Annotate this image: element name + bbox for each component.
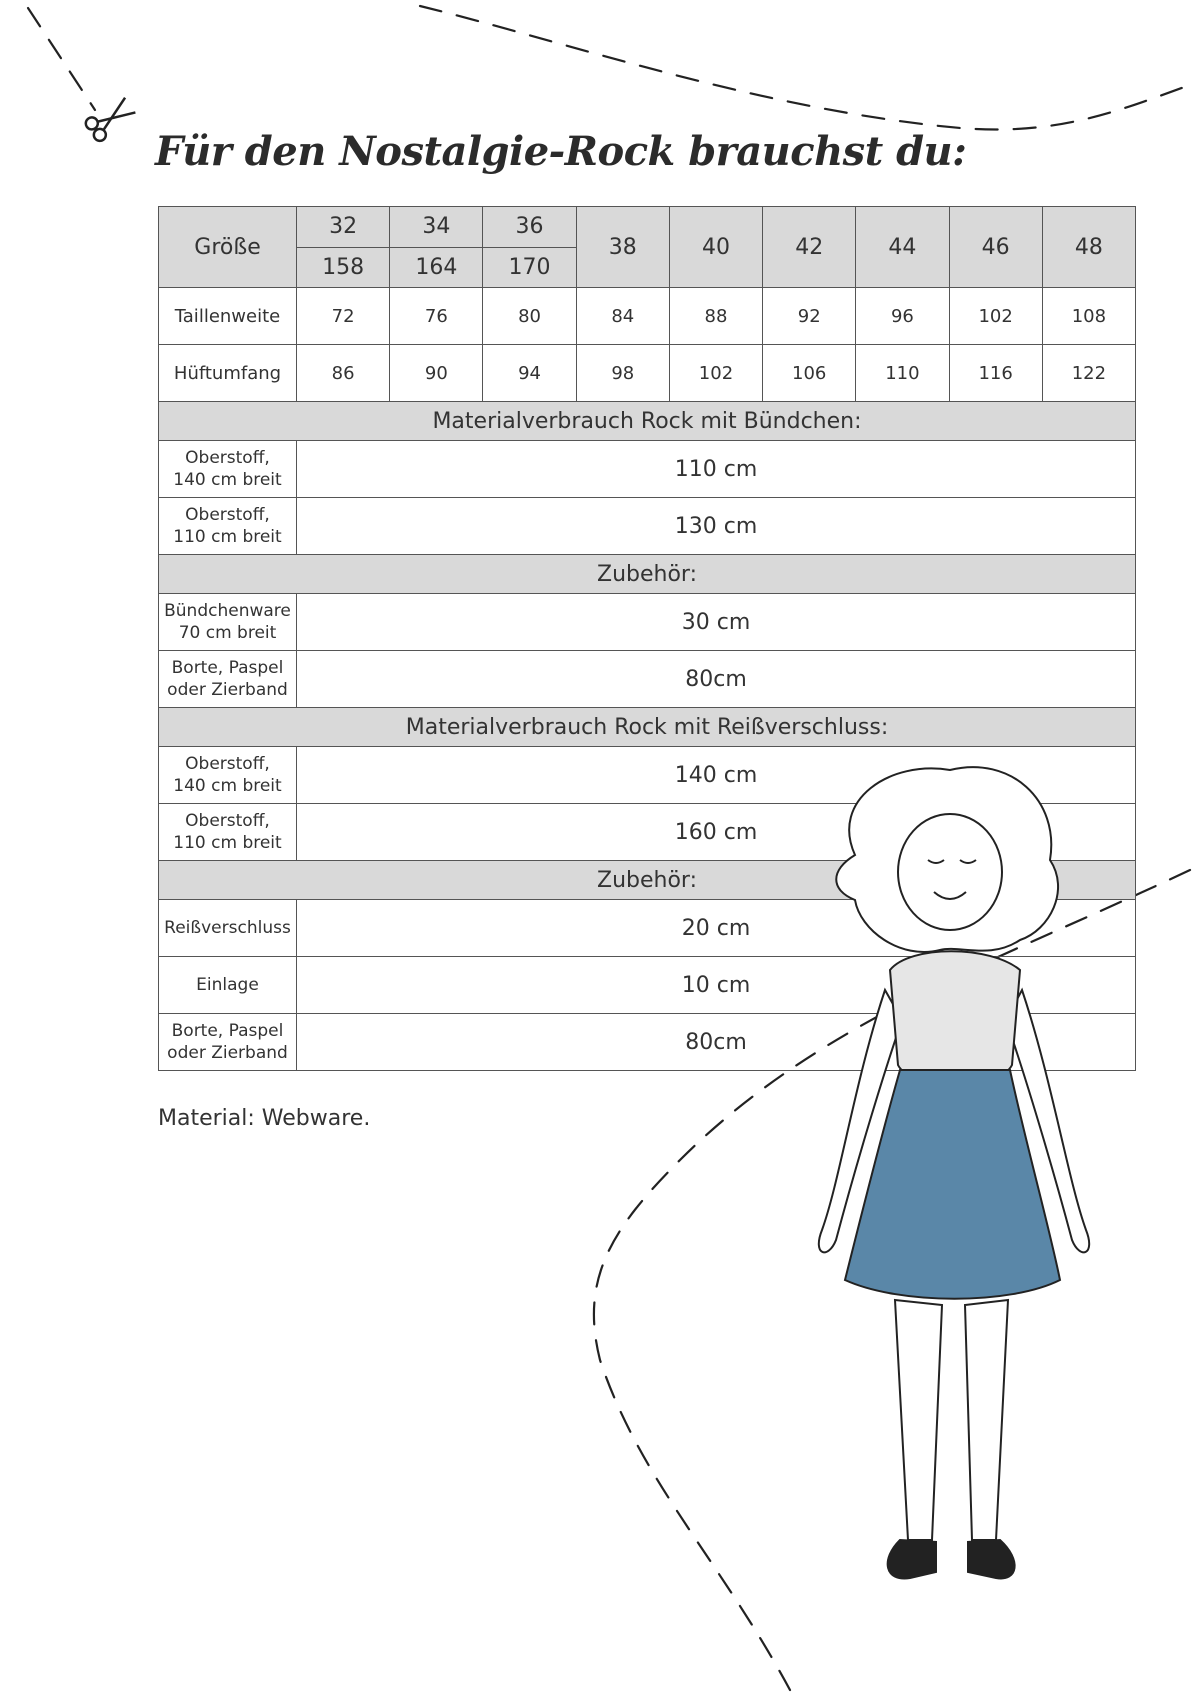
measurement-value: 94 bbox=[483, 345, 576, 402]
size-top: 32 bbox=[297, 207, 390, 248]
size-bottom: 170 bbox=[483, 247, 576, 288]
material-label: Oberstoff, 110 cm breit bbox=[159, 498, 297, 555]
skirt bbox=[845, 1070, 1060, 1299]
material-row bbox=[159, 594, 1136, 651]
measurement-value: 80 bbox=[483, 288, 576, 345]
size-value: 48 bbox=[1042, 207, 1135, 288]
measurement-label: Hüftumfang bbox=[159, 345, 297, 402]
measurement-value: 86 bbox=[297, 345, 390, 402]
measurement-value: 98 bbox=[576, 345, 669, 402]
material-amount: 30 cm bbox=[297, 594, 1136, 651]
page-title: Für den Nostalgie-Rock brauchst du: bbox=[155, 128, 967, 175]
material-label: Bündchenware 70 cm breit bbox=[159, 594, 297, 651]
measurement-row bbox=[159, 345, 1136, 402]
size-bottom: 164 bbox=[390, 247, 483, 288]
material-amount: 80cm bbox=[297, 1014, 1136, 1071]
measurement-value: 84 bbox=[576, 288, 669, 345]
material-amount: 10 cm bbox=[297, 957, 1136, 1014]
measurement-value: 102 bbox=[669, 345, 762, 402]
material-amount: 20 cm bbox=[297, 900, 1136, 957]
size-value: 42 bbox=[763, 207, 856, 288]
girl-illustration bbox=[760, 760, 1180, 1690]
material-amount: 140 cm bbox=[297, 747, 1136, 804]
material-label: Borte, Paspel oder Zierband bbox=[159, 1014, 297, 1071]
material-note: Material: Webware. bbox=[158, 1106, 371, 1131]
size-value: 44 bbox=[856, 207, 949, 288]
size-value: 46 bbox=[949, 207, 1042, 288]
measurement-value: 72 bbox=[297, 288, 390, 345]
measurement-value: 106 bbox=[763, 345, 856, 402]
measurement-value: 90 bbox=[390, 345, 483, 402]
measurement-value: 116 bbox=[949, 345, 1042, 402]
material-amount: 80cm bbox=[297, 651, 1136, 708]
material-amount: 110 cm bbox=[297, 441, 1136, 498]
measurement-value: 76 bbox=[390, 288, 483, 345]
section-title: Zubehör: bbox=[159, 555, 1136, 594]
size-bottom: 158 bbox=[297, 247, 390, 288]
size-header: Größe bbox=[159, 207, 297, 288]
size-value: 38 bbox=[576, 207, 669, 288]
material-row bbox=[159, 441, 1136, 498]
section-title: Zubehör: bbox=[159, 861, 1136, 900]
measurement-row bbox=[159, 288, 1136, 345]
legs bbox=[895, 1300, 1008, 1540]
material-label: Oberstoff, 140 cm breit bbox=[159, 441, 297, 498]
measurement-value: 88 bbox=[669, 288, 762, 345]
size-top: 36 bbox=[483, 207, 576, 248]
size-value: 40 bbox=[669, 207, 762, 288]
measurement-value: 108 bbox=[1042, 288, 1135, 345]
material-label: Reißverschluss bbox=[159, 900, 297, 957]
measurement-value: 102 bbox=[949, 288, 1042, 345]
size-top: 34 bbox=[390, 207, 483, 248]
scissors-icon bbox=[83, 94, 137, 143]
measurement-value: 110 bbox=[856, 345, 949, 402]
shoes bbox=[888, 1540, 1015, 1578]
measurement-label: Taillenweite bbox=[159, 288, 297, 345]
material-amount: 160 cm bbox=[297, 804, 1136, 861]
section-title: Materialverbrauch Rock mit Reißverschluss: bbox=[159, 708, 1136, 747]
section-title: Materialverbrauch Rock mit Bündchen: bbox=[159, 402, 1136, 441]
top bbox=[890, 951, 1020, 1084]
material-label: Borte, Paspel oder Zierband bbox=[159, 651, 297, 708]
measurement-value: 122 bbox=[1042, 345, 1135, 402]
face bbox=[898, 814, 1002, 930]
material-label: Einlage bbox=[159, 957, 297, 1014]
material-amount: 130 cm bbox=[297, 498, 1136, 555]
material-row bbox=[159, 651, 1136, 708]
measurement-value: 96 bbox=[856, 288, 949, 345]
material-row bbox=[159, 498, 1136, 555]
material-label: Oberstoff, 110 cm breit bbox=[159, 804, 297, 861]
measurement-value: 92 bbox=[763, 288, 856, 345]
material-label: Oberstoff, 140 cm breit bbox=[159, 747, 297, 804]
